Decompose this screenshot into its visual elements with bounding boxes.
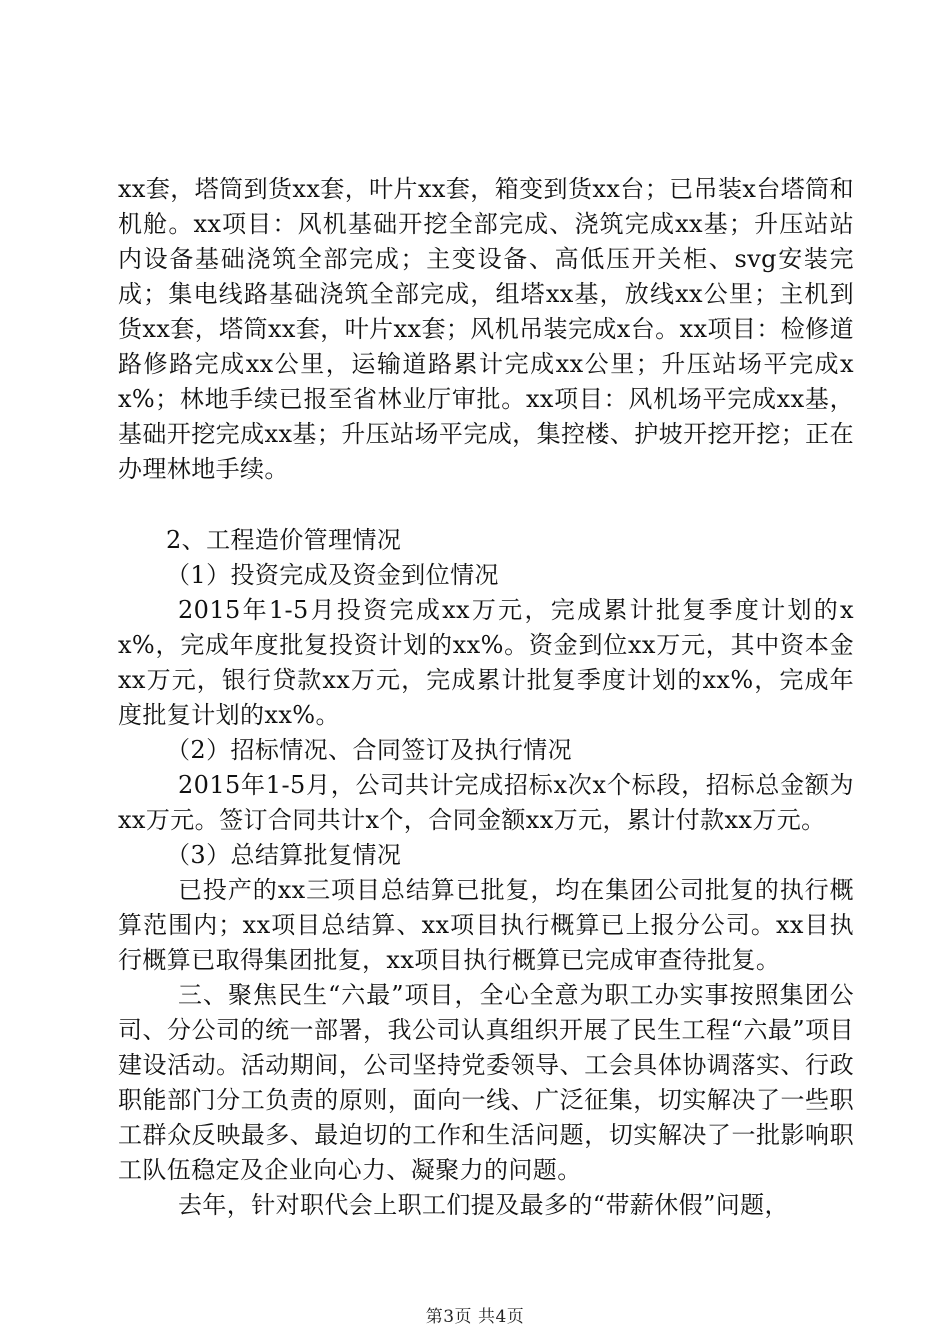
document-body	[118, 172, 854, 1223]
subheading-investment-funding: （1）投资完成及资金到位情况	[166, 561, 499, 589]
paragraph-bidding-contracts: 2015年1-5月，公司共计完成招标x次x个标段，招标总金额为xx万元。签订合同共计x个，合同金额xx万元，累计付款xx万元。	[118, 771, 854, 834]
paragraph-final-settlement: 已投产的xx三项目总结算已批复，均在集团公司批复的执行概算范围内；xx项目总结算、xx项目执行概算已上报分公司。xx目执行概算已取得集团批复，xx项目执行概算已完成审查待批复。	[118, 876, 854, 974]
page-footer: 第3页 共4页	[425, 1307, 525, 1327]
section-heading-cost-management: 2、工程造价管理情况	[166, 526, 402, 554]
subheading-final-settlement: （3）总结算批复情况	[166, 841, 402, 869]
subheading-bidding-contracts: （2）招标情况、合同签订及执行情况	[166, 736, 573, 764]
paragraph-investment-funding: 2015年1-5月投资完成xx万元，完成累计批复季度计划的xx%，完成年度批复投资计划的xx%。资金到位xx万元，其中资本金xx万元，银行贷款xx万元，完成累计批复季度计划的xx%，完成年度批复计划的xx%。	[118, 596, 854, 729]
paragraph-livelihood-projects: 三、聚焦民生“六最”项目，全心全意为职工办实事按照集团公司、分公司的统一部署，我公司认真组织开展了民生工程“六最”项目建设活动。活动期间，公司坚持党委领导、工会具体协调落实、行政职能部门分工负责的原则，面向一线、广泛征集，切实解决了一些职工群众反映最多、最迫切的工作和生活问题，切实解决了一批影响职工队伍稳定及企业向心力、凝聚力的问题。	[118, 981, 854, 1184]
paragraph-paid-leave: 去年，针对职代会上职工们提及最多的“带薪休假”问题，	[178, 1191, 789, 1219]
paragraph-project-progress: xx套，塔筒到货xx套，叶片xx套，箱变到货xx台；已吊装x台塔筒和机舱。xx项目：风机基础开挖全部完成、浇筑完成xx基；升压站站内设备基础浇筑全部完成；主变设备、高低压开关柜、svg安装完成；集电线路基础浇筑全部完成，组塔xx基，放线xx公里；主机到货xx套，塔筒xx套，叶片xx套；风机吊装完成x台。xx项目：检修道路修路完成xx公里，运输道路累计完成xx公里；升压站场平完成xx%；林地手续已报至省林业厅审批。xx项目：风机场平完成xx基，基础开挖完成xx基；升压站场平完成，集控楼、护坡开挖开挖；正在办理林地手续。	[118, 175, 854, 483]
